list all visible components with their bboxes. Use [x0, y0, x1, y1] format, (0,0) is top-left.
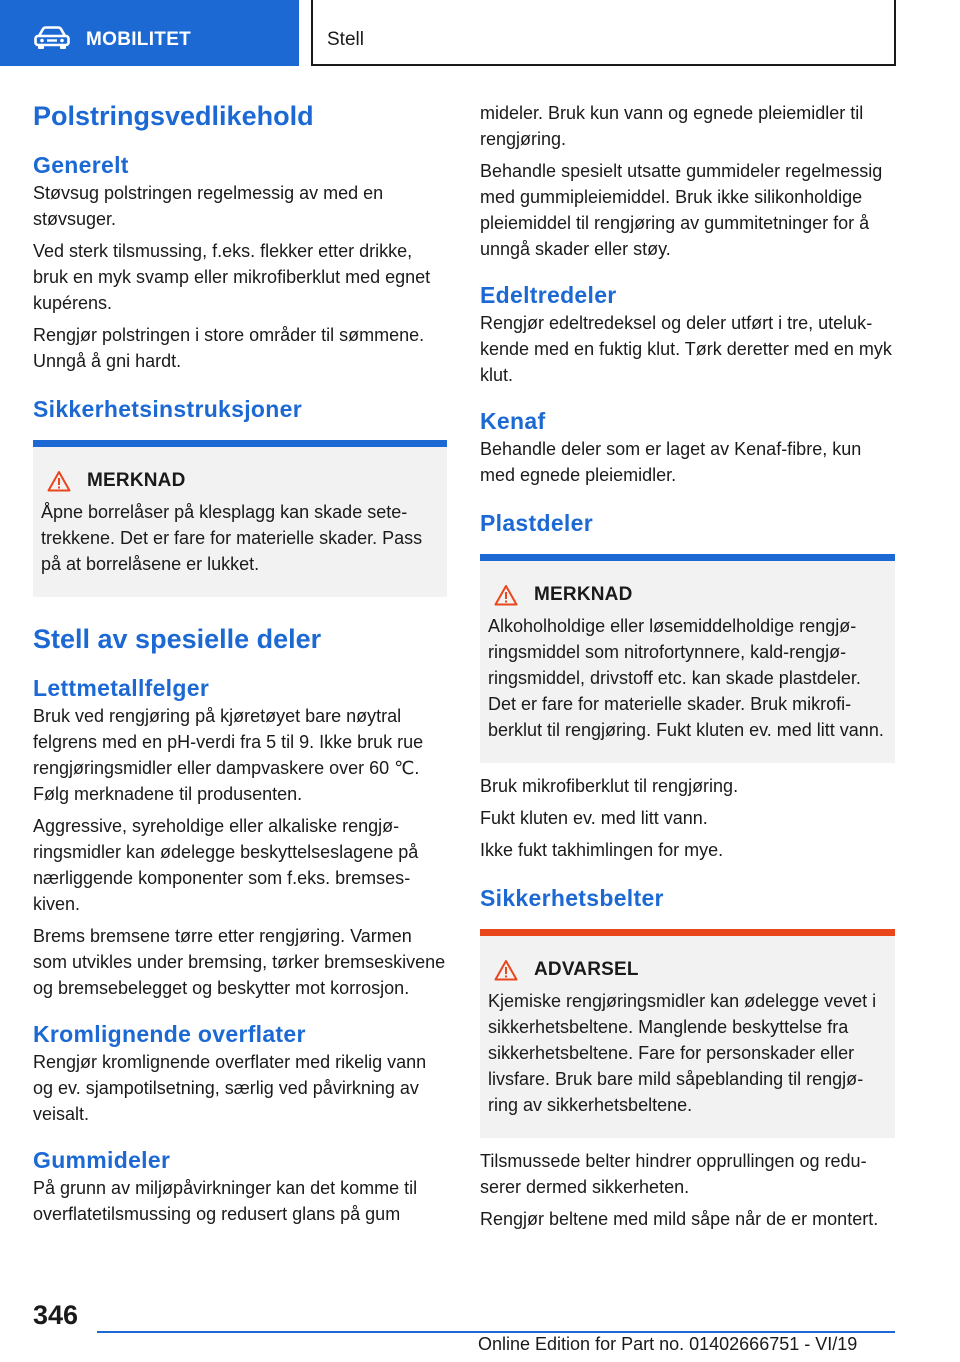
note-header	[494, 958, 887, 982]
paragraph: Bruk ved rengjøring på kjøretøyet bare nøytral felgrens med en pH-verdi fra 5 til 9. Ikke bruk rue rengjøringsmidler eller dampvaskere over 60 ℃. Følg merknadene til produsenten.	[33, 706, 424, 804]
paragraph: Støvsug polstringen regelmessig av med en støvsuger.	[33, 183, 384, 229]
heading-plastdeler: Plastdeler	[480, 510, 593, 536]
heading-edeltredeler: Edeltredeler	[480, 282, 617, 308]
heading-polstringsvedlikehold: Polstringsvedlikehold	[33, 101, 314, 131]
right-column	[480, 100, 895, 1232]
paragraph: Fukt kluten ev. med litt vann.	[480, 808, 708, 828]
chapter-tab	[311, 0, 896, 66]
heading-stell-av-spesielle-deler: Stell av spesielle deler	[33, 624, 322, 654]
paragraph: Brems bremsene tørre etter rengjøring. Varmen som utvikles under bremsing, tørker bremseskivene og bremsebelegget og beskytter mot korrosjon.	[33, 926, 446, 998]
paragraph: Ikke fukt takhimlingen for mye.	[480, 840, 724, 860]
warning-box	[480, 929, 895, 1138]
section-label: MOBILITET	[86, 29, 192, 50]
footer-divider	[97, 1331, 895, 1333]
section-tab	[0, 0, 299, 66]
paragraph: Rengjør beltene med mild såpe når de er montert.	[480, 1209, 879, 1229]
warning-triangle-icon	[47, 470, 71, 492]
heading-generelt: Generelt	[33, 152, 129, 178]
heading-sikkerhetsinstruksjoner: Sikkerhetsinstruksjoner	[33, 396, 302, 422]
note-title: MERKNAD	[534, 584, 633, 605]
page-number: 346	[33, 1300, 79, 1330]
chapter-label: Stell	[327, 29, 364, 50]
paragraph: Tilsmussede belter hindrer opprullingen og reduserer dermed sikkerheten.	[480, 1151, 867, 1197]
heading-kromlignende-overflater: Kromlignende overflater	[33, 1021, 306, 1047]
edition-text: Online Edition for Part no. 01402666751 - VI/19	[478, 1334, 858, 1354]
paragraph: Ved sterk tilsmussing, f.eks. flekker etter drikke, bruk en myk svamp eller mikrofiberklut med egnet kupérens.	[33, 241, 431, 313]
note-title: ADVARSEL	[534, 959, 639, 980]
paragraph: Behandle deler som er laget av Kenaf-fibre, kun med egnede pleiemidler.	[480, 439, 862, 485]
note-header	[494, 583, 887, 607]
note-text: Åpne borrelåser på klesplagg kan skade setetrekkene. Det er fare for materielle skader. Pass på at borrelåsene er lukket.	[41, 502, 423, 574]
heading-lettmetallfelger: Lettmetallfelger	[33, 675, 210, 701]
heading-sikkerhetsbelter: Sikkerhetsbelter	[480, 885, 664, 911]
note-box	[33, 440, 447, 597]
left-column	[33, 98, 447, 1227]
paragraph: På grunn av miljøpåvirkninger kan det komme til overflatetilsmussing og redusert glans på gum	[33, 1178, 418, 1224]
paragraph: Behandle spesielt utsatte gummideler regelmessig med gummipleiemiddel. Bruk ikke silikonholdige pleiemiddel til rengjøring av gummitetninger for å unngå skader eller støy.	[480, 161, 883, 259]
heading-gummideler: Gummideler	[33, 1147, 171, 1173]
page-header	[0, 0, 960, 66]
paragraph: Bruk mikrofiberklut til rengjøring.	[480, 776, 739, 796]
paragraph: Aggressive, syreholdige eller alkaliske rengjøringsmidler kan ødelegge beskyttelseslagene på nærliggende komponenter som f.eks. bremseskiven.	[33, 816, 419, 914]
heading-kenaf: Kenaf	[480, 408, 546, 434]
note-title: MERKNAD	[87, 470, 186, 491]
warning-triangle-icon	[494, 584, 518, 606]
paragraph: Rengjør polstringen i store områder til sømmene. Unngå å gni hardt.	[33, 325, 425, 371]
note-text: Kjemiske rengjøringsmidler kan ødelegge vevet i sikkerhetsbeltene. Manglende beskyttelse fra sikkerhetsbeltene. Fare for personskader eller livsfare. Bruk bare mild såpeblanding til rengjøring av sikkerhetsbeltene.	[488, 991, 877, 1115]
note-header	[47, 469, 439, 493]
car-icon	[34, 26, 70, 50]
warning-triangle-icon	[494, 959, 518, 981]
note-box	[480, 554, 895, 763]
paragraph: mideler. Bruk kun vann og egnede pleiemidler til rengjøring.	[480, 103, 864, 149]
paragraph: Rengjør edeltredeksel og deler utført i tre, utelukkende med en fuktig klut. Tørk deretter med en myk klut.	[480, 313, 892, 385]
paragraph: Rengjør kromlignende overflater med rikelig vann og ev. sjampotilsetning, særlig ved påvirkning av veisalt.	[33, 1052, 427, 1124]
note-text: Alkoholholdige eller løsemiddelholdige rengjøringsmiddel som nitrofortynnere, kald-rengjøringsmiddel, drivstoff etc. kan skade plastdeler. Det er fare for materielle skader. Bruk mikrofiberklut til rengjøring. Fukt kluten ev. med litt vann.	[488, 616, 884, 740]
